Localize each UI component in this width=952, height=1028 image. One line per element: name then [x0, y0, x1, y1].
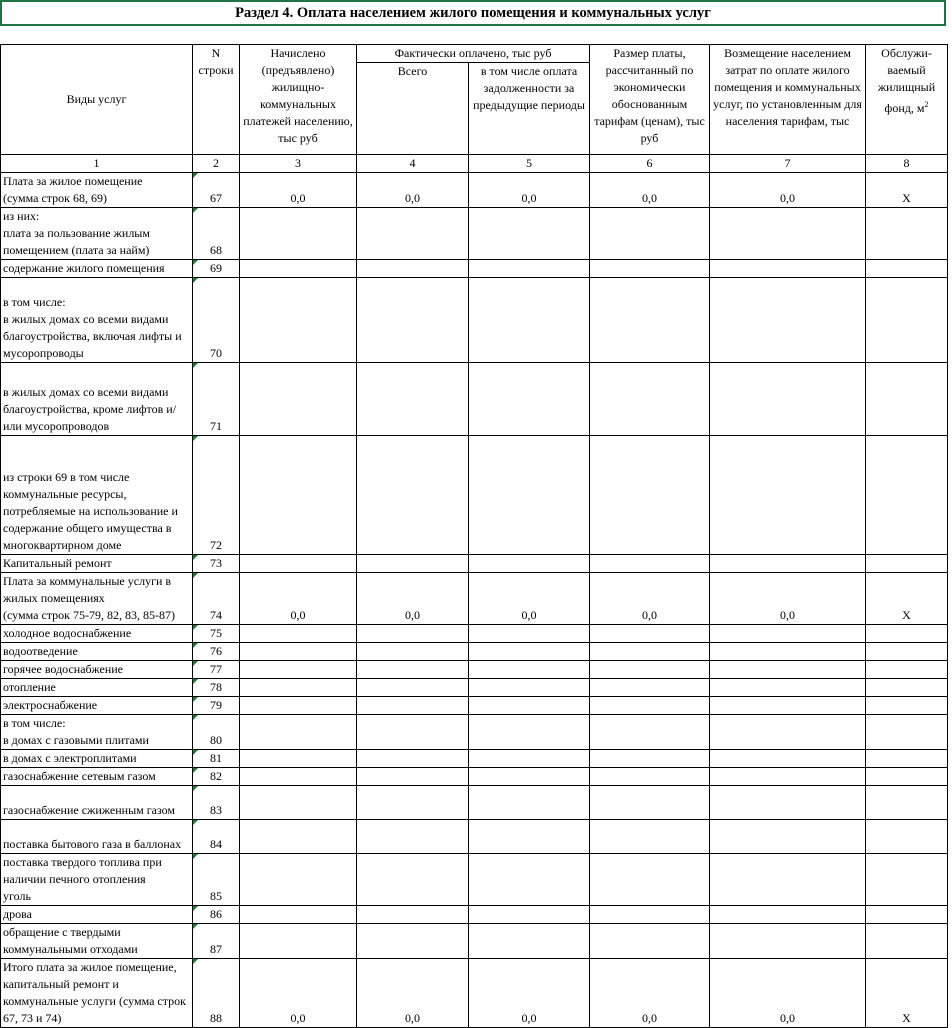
value-cell-c7[interactable]: [710, 260, 866, 278]
table-row: [1, 555, 948, 573]
row-number: 88: [193, 959, 240, 1028]
column-index: 7: [710, 155, 866, 173]
row-label: поставка твердого топлива при наличии печного отопления уголь: [1, 854, 193, 906]
table-row: [1, 906, 948, 924]
value-cell-c7[interactable]: [710, 715, 866, 750]
row-number: 74: [193, 573, 240, 625]
value-cell-c8[interactable]: [866, 697, 948, 715]
value-cell-c7[interactable]: [710, 854, 866, 906]
value-cell-c6[interactable]: [590, 679, 710, 697]
value-cell-c8[interactable]: [866, 278, 948, 363]
row-label: электроснабжение: [1, 697, 193, 715]
value-cell-c5[interactable]: [469, 661, 590, 679]
value-cell-c4[interactable]: [357, 260, 469, 278]
row-label: обращение с твердыми коммунальными отходами: [1, 924, 193, 959]
value-cell-c5[interactable]: [469, 854, 590, 906]
table-row: [1, 924, 948, 959]
value-cell-c4[interactable]: [357, 278, 469, 363]
value-cell-c8[interactable]: [866, 555, 948, 573]
value-cell-c8[interactable]: X: [866, 573, 948, 625]
row-number: 77: [193, 661, 240, 679]
value-cell-c6[interactable]: [590, 661, 710, 679]
value-cell-c8[interactable]: [866, 208, 948, 260]
value-cell-c4[interactable]: [357, 661, 469, 679]
value-cell-c5[interactable]: [469, 820, 590, 854]
value-cell-c3[interactable]: [240, 924, 357, 959]
row-label: из строки 69 в том числе коммунальные ресурсы, потребляемые на использование и содержание общего имущества в многоквартирном доме: [1, 436, 193, 555]
value-cell-c8[interactable]: [866, 625, 948, 643]
value-cell-c7[interactable]: [710, 697, 866, 715]
header-service-types: Виды услуг: [1, 45, 193, 155]
value-cell-c4[interactable]: [357, 643, 469, 661]
value-cell-c8[interactable]: [866, 643, 948, 661]
value-cell-c7[interactable]: [710, 661, 866, 679]
table-row: [1, 697, 948, 715]
row-number: 85: [193, 854, 240, 906]
value-cell-c4[interactable]: 0,0: [357, 959, 469, 1028]
row-label: дрова: [1, 906, 193, 924]
row-label: холодное водоснабжение: [1, 625, 193, 643]
value-cell-c3[interactable]: [240, 679, 357, 697]
header-row-1: [1, 45, 948, 63]
value-cell-c6[interactable]: [590, 260, 710, 278]
header-charged: Начислено (предъявлено) жилищно-коммунальных платежей населению, тыс руб: [240, 45, 357, 155]
row-number: 68: [193, 208, 240, 260]
header-row-number: N строки: [193, 45, 240, 155]
section-title: Раздел 4. Оплата населением жилого помещения и коммунальных услуг: [0, 0, 946, 26]
value-cell-c4[interactable]: [357, 924, 469, 959]
value-cell-c4[interactable]: [357, 750, 469, 768]
value-cell-c3[interactable]: 0,0: [240, 959, 357, 1028]
value-cell-c4[interactable]: [357, 697, 469, 715]
value-cell-c6[interactable]: [590, 208, 710, 260]
value-cell-c7[interactable]: [710, 363, 866, 436]
value-cell-c8[interactable]: X: [866, 959, 948, 1028]
value-cell-c6[interactable]: [590, 906, 710, 924]
value-cell-c5[interactable]: 0,0: [469, 959, 590, 1028]
value-cell-c3[interactable]: [240, 854, 357, 906]
value-cell-c6[interactable]: [590, 555, 710, 573]
table-row: [1, 278, 948, 363]
value-cell-c8[interactable]: [866, 924, 948, 959]
row-number: 83: [193, 786, 240, 820]
value-cell-c7[interactable]: [710, 679, 866, 697]
row-number: 81: [193, 750, 240, 768]
value-cell-c4[interactable]: [357, 436, 469, 555]
value-cell-c6[interactable]: [590, 697, 710, 715]
column-index: 8: [866, 155, 948, 173]
value-cell-c7[interactable]: 0,0: [710, 573, 866, 625]
value-cell-c7[interactable]: 0,0: [710, 959, 866, 1028]
table-row: [1, 679, 948, 697]
value-cell-c7[interactable]: [710, 625, 866, 643]
row-label: в домах с электроплитами: [1, 750, 193, 768]
value-cell-c4[interactable]: [357, 854, 469, 906]
value-cell-c5[interactable]: [469, 278, 590, 363]
value-cell-c5[interactable]: [469, 750, 590, 768]
value-cell-c4[interactable]: 0,0: [357, 173, 469, 208]
value-cell-c3[interactable]: [240, 661, 357, 679]
row-number: 82: [193, 768, 240, 786]
row-number: 71: [193, 363, 240, 436]
value-cell-c7[interactable]: [710, 750, 866, 768]
table-row: [1, 715, 948, 750]
value-cell-c4[interactable]: [357, 820, 469, 854]
value-cell-c5[interactable]: [469, 363, 590, 436]
value-cell-c4[interactable]: [357, 768, 469, 786]
value-cell-c3[interactable]: [240, 715, 357, 750]
table-row: [1, 363, 948, 436]
row-label: в том числе: в домах с газовыми плитами: [1, 715, 193, 750]
row-label: газоснабжение сетевым газом: [1, 768, 193, 786]
value-cell-c4[interactable]: [357, 625, 469, 643]
value-cell-c5[interactable]: [469, 679, 590, 697]
table-row: [1, 436, 948, 555]
value-cell-c6[interactable]: [590, 715, 710, 750]
value-cell-c8[interactable]: [866, 820, 948, 854]
row-number: 72: [193, 436, 240, 555]
value-cell-c8[interactable]: [866, 768, 948, 786]
column-index: 6: [590, 155, 710, 173]
table-row: [1, 786, 948, 820]
value-cell-c6[interactable]: [590, 625, 710, 643]
value-cell-c3[interactable]: [240, 260, 357, 278]
row-label: в жилых домах со всеми видами благоустройства, кроме лифтов и/или мусоропроводов: [1, 363, 193, 436]
value-cell-c6[interactable]: [590, 363, 710, 436]
row-number: 75: [193, 625, 240, 643]
table-row: [1, 573, 948, 625]
table-row: [1, 208, 948, 260]
value-cell-c8[interactable]: [866, 750, 948, 768]
value-cell-c6[interactable]: [590, 768, 710, 786]
value-cell-c5[interactable]: 0,0: [469, 573, 590, 625]
header-economic-tariff: Размер платы, рассчитанный по экономически обоснованным тарифам (ценам), тыс руб: [590, 45, 710, 155]
value-cell-c3[interactable]: 0,0: [240, 173, 357, 208]
table-row: [1, 959, 948, 1028]
value-cell-c5[interactable]: [469, 697, 590, 715]
value-cell-c8[interactable]: [866, 260, 948, 278]
value-cell-c3[interactable]: [240, 555, 357, 573]
value-cell-c4[interactable]: [357, 555, 469, 573]
row-number: 76: [193, 643, 240, 661]
value-cell-c6[interactable]: 0,0: [590, 573, 710, 625]
value-cell-c7[interactable]: [710, 768, 866, 786]
row-number: 84: [193, 820, 240, 854]
value-cell-c7[interactable]: [710, 278, 866, 363]
value-cell-c6[interactable]: [590, 786, 710, 820]
table-row: [1, 768, 948, 786]
value-cell-c3[interactable]: [240, 436, 357, 555]
value-cell-c5[interactable]: [469, 768, 590, 786]
value-cell-c3[interactable]: [240, 278, 357, 363]
value-cell-c5[interactable]: [469, 924, 590, 959]
row-number: 73: [193, 555, 240, 573]
value-cell-c3[interactable]: [240, 750, 357, 768]
header-paid-debt: в том числе оплата задолженности за предыдущие периоды: [469, 63, 590, 155]
table-row: [1, 643, 948, 661]
header-housing-fund: [866, 45, 948, 155]
value-cell-c4[interactable]: [357, 715, 469, 750]
value-cell-c8[interactable]: [866, 715, 948, 750]
column-index: 2: [193, 155, 240, 173]
value-cell-c5[interactable]: [469, 260, 590, 278]
row-label: Плата за коммунальные услуги в жилых помещениях (сумма строк 75-79, 82, 83, 85-87): [1, 573, 193, 625]
value-cell-c5[interactable]: [469, 625, 590, 643]
row-number: 70: [193, 278, 240, 363]
value-cell-c3[interactable]: [240, 625, 357, 643]
value-cell-c8[interactable]: X: [866, 173, 948, 208]
value-cell-c3[interactable]: [240, 786, 357, 820]
value-cell-c5[interactable]: [469, 208, 590, 260]
value-cell-c7[interactable]: [710, 643, 866, 661]
value-cell-c3[interactable]: 0,0: [240, 573, 357, 625]
row-number: 69: [193, 260, 240, 278]
table-row: [1, 820, 948, 854]
column-index: 1: [1, 155, 193, 173]
row-number: 67: [193, 173, 240, 208]
row-label: из них: плата за пользование жилым помещением (плата за найм): [1, 208, 193, 260]
row-label: отопление: [1, 679, 193, 697]
value-cell-c3[interactable]: [240, 906, 357, 924]
value-cell-c8[interactable]: [866, 363, 948, 436]
value-cell-c5[interactable]: [469, 906, 590, 924]
column-index-row: [1, 155, 948, 173]
table-row: [1, 854, 948, 906]
value-cell-c6[interactable]: [590, 750, 710, 768]
table-row: [1, 173, 948, 208]
value-cell-c8[interactable]: [866, 679, 948, 697]
value-cell-c7[interactable]: [710, 208, 866, 260]
table-row: [1, 260, 948, 278]
value-cell-c6[interactable]: [590, 643, 710, 661]
column-index: 3: [240, 155, 357, 173]
header-housing-fund-label: Обслужи-ваемый жилищный фонд,: [877, 46, 936, 115]
value-cell-c7[interactable]: [710, 820, 866, 854]
value-cell-c6[interactable]: 0,0: [590, 959, 710, 1028]
header-paid-total: Всего: [357, 63, 469, 155]
value-cell-c4[interactable]: [357, 679, 469, 697]
value-cell-c7[interactable]: [710, 555, 866, 573]
header-reimbursement: Возмещение населением затрат по оплате жилого помещения и коммунальных услуг, по установленным для населения тарифам, тыс: [710, 45, 866, 155]
row-label: водоотведение: [1, 643, 193, 661]
row-label: Итого плата за жилое помещение, капитальный ремонт и коммунальные услуги (сумма строк 67, 73 и 74): [1, 959, 193, 1028]
row-number: 87: [193, 924, 240, 959]
value-cell-c3[interactable]: [240, 768, 357, 786]
value-cell-c3[interactable]: [240, 363, 357, 436]
value-cell-c4[interactable]: [357, 786, 469, 820]
value-cell-c6[interactable]: [590, 924, 710, 959]
row-number: 78: [193, 679, 240, 697]
row-number: 79: [193, 697, 240, 715]
row-label: поставка бытового газа в баллонах: [1, 820, 193, 854]
value-cell-c3[interactable]: [240, 697, 357, 715]
payments-table: [0, 44, 948, 1028]
value-cell-c3[interactable]: [240, 643, 357, 661]
value-cell-c6[interactable]: 0,0: [590, 173, 710, 208]
row-label: газоснабжение сжиженным газом: [1, 786, 193, 820]
value-cell-c5[interactable]: [469, 715, 590, 750]
value-cell-c5[interactable]: [469, 436, 590, 555]
value-cell-c6[interactable]: [590, 854, 710, 906]
row-number: 80: [193, 715, 240, 750]
value-cell-c5[interactable]: 0,0: [469, 173, 590, 208]
row-label: Плата за жилое помещение (сумма строк 68, 69): [1, 173, 193, 208]
value-cell-c4[interactable]: [357, 208, 469, 260]
header-actually-paid: Фактически оплачено, тыс руб: [357, 45, 590, 63]
row-label: содержание жилого помещения: [1, 260, 193, 278]
value-cell-c8[interactable]: [866, 661, 948, 679]
row-label: горячее водоснабжение: [1, 661, 193, 679]
value-cell-c3[interactable]: [240, 208, 357, 260]
row-label: Капитальный ремонт: [1, 555, 193, 573]
table-row: [1, 661, 948, 679]
value-cell-c5[interactable]: [469, 786, 590, 820]
value-cell-c7[interactable]: [710, 924, 866, 959]
row-number: 86: [193, 906, 240, 924]
value-cell-c4[interactable]: [357, 906, 469, 924]
value-cell-c8[interactable]: [866, 906, 948, 924]
value-cell-c7[interactable]: [710, 906, 866, 924]
value-cell-c5[interactable]: [469, 555, 590, 573]
value-cell-c5[interactable]: [469, 643, 590, 661]
value-cell-c7[interactable]: [710, 436, 866, 555]
header-housing-fund-unit: $м^2$: [916, 100, 929, 115]
value-cell-c4[interactable]: [357, 363, 469, 436]
table-row: [1, 625, 948, 643]
value-cell-c6[interactable]: [590, 820, 710, 854]
value-cell-c3[interactable]: [240, 820, 357, 854]
row-label: в том числе: в жилых домах со всеми видами благоустройства, включая лифты и мусоропроводы: [1, 278, 193, 363]
value-cell-c6[interactable]: [590, 436, 710, 555]
value-cell-c8[interactable]: [866, 436, 948, 555]
column-index: 4: [357, 155, 469, 173]
value-cell-c7[interactable]: 0,0: [710, 173, 866, 208]
value-cell-c8[interactable]: [866, 854, 948, 906]
value-cell-c7[interactable]: [710, 786, 866, 820]
table-row: [1, 750, 948, 768]
value-cell-c4[interactable]: 0,0: [357, 573, 469, 625]
value-cell-c6[interactable]: [590, 278, 710, 363]
value-cell-c8[interactable]: [866, 786, 948, 820]
column-index: 5: [469, 155, 590, 173]
